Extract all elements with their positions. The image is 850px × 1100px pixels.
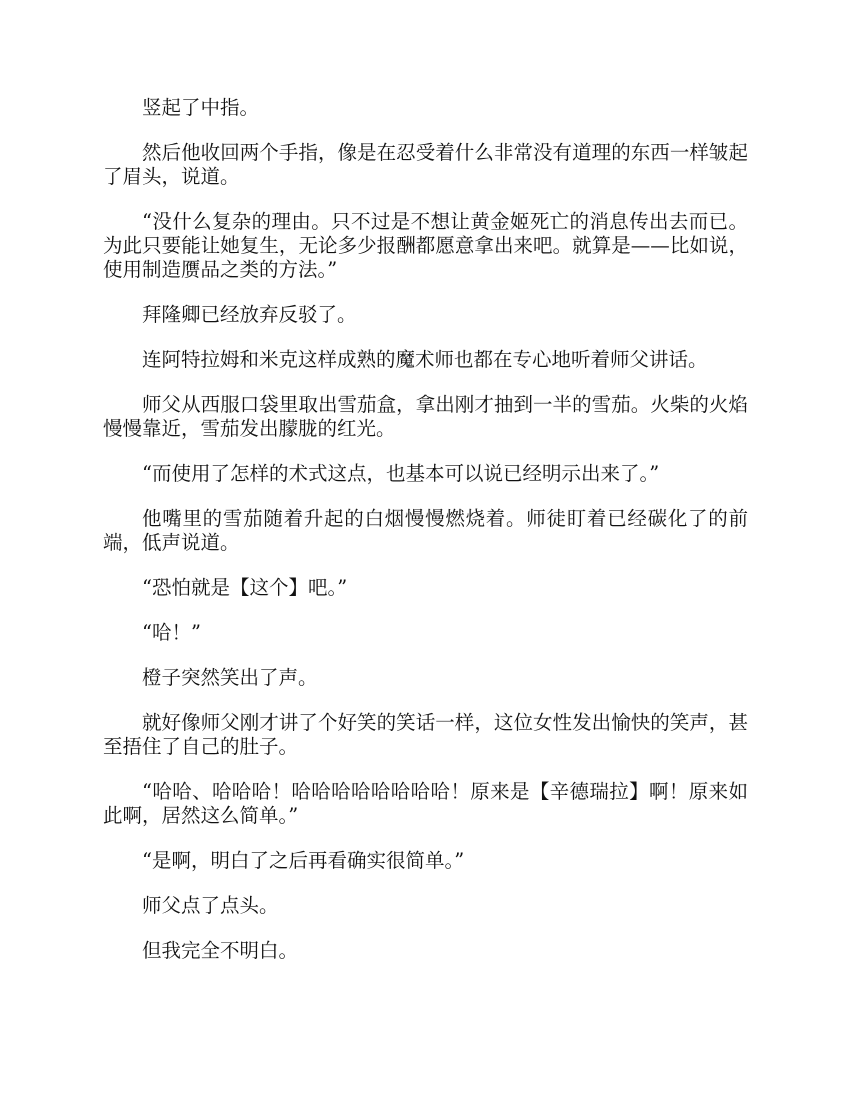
paragraph: 拜隆卿已经放弃反驳了。: [142, 303, 357, 326]
paragraph: 师父从西服口袋里取出雪茄盒，拿出刚才抽到一半的雪茄。火柴的火焰慢慢靠近，雪茄发出朦胧的红光。: [103, 393, 748, 440]
paragraph: “恐怕就是【这个】吧。”: [142, 576, 348, 599]
paragraph: “哈！”: [142, 621, 201, 644]
paragraph: 然后他收回两个手指，像是在忍受着什么非常没有道理的东西一样皱起了眉头，说道。: [103, 141, 748, 188]
paragraph: “是啊，明白了之后再看确实很简单。”: [142, 849, 465, 872]
paragraph: 师父点了点头。: [142, 894, 279, 917]
paragraph: 连阿特拉姆和米克这样成熟的魔术师也都在专心地听着师父讲话。: [142, 348, 708, 371]
paragraph: “而使用了怎样的术式这点，也基本可以说已经明示出来了。”: [142, 462, 660, 485]
paragraph: 橙子突然笑出了声。: [142, 666, 318, 689]
paragraph: 他嘴里的雪茄随着升起的白烟慢慢燃烧着。师徒盯着已经碳化了的前端，低声说道。: [103, 507, 748, 554]
paragraph: “没什么复杂的理由。只不过是不想让黄金姬死亡的消息传出去而已。为此只要能让她复生，无论多少报酬都愿意拿出来吧。就算是——比如说，使用制造赝品之类的方法。”: [103, 210, 748, 281]
paragraph: 竖起了中指。: [142, 96, 260, 119]
paragraph: “哈哈、哈哈哈！哈哈哈哈哈哈哈哈！原来是【辛德瑞拉】啊！原来如此啊，居然这么简单。”: [103, 780, 748, 827]
paragraph: 就好像师父刚才讲了个好笑的笑话一样，这位女性发出愉快的笑声，甚至捂住了自己的肚子。: [103, 711, 748, 758]
paragraph: 但我完全不明白。: [142, 939, 299, 962]
document-page: [103, 96, 748, 984]
